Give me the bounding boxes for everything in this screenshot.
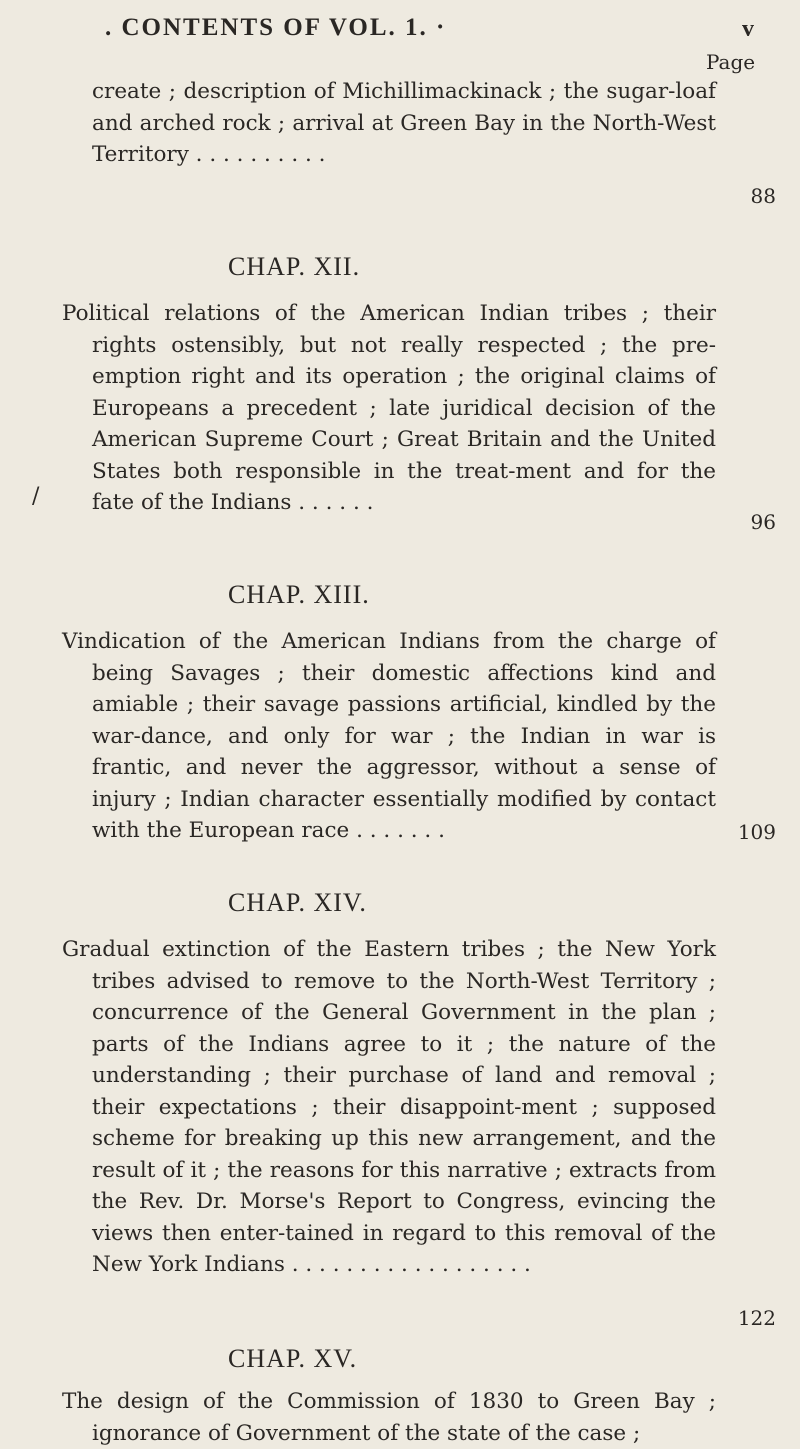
entry-description: Vindication of the American Indians from the charge of being Savages ; their domestic affections kind and amiable ; their savage passions artificial, kindled by the war-dance, and only for war ; the Indian in war is frantic, and never the aggressor, without a sense of injury ; Indian character essentially modified by contact with the European race . . . . . . . bbox=[62, 629, 716, 843]
toc-entry bbox=[62, 934, 716, 1281]
entry-page-number: 88 bbox=[750, 184, 776, 208]
entry-description: Gradual extinction of the Eastern tribes ; the New York tribes advised to remove to the North-West Territory ; concurrence of the General Government in the plan ; parts of the Indians agree to it ; the nature of the understanding ; their purchase of land and removal ; their expectations ; their disappoint-ment ; supposed scheme for breaking up this new arrangement, and the result of it ; the reasons for this narrative ; extracts from the Rev. Dr. Morse's Report to Congress, evincing the views then enter-tained in regard to this removal of the New York Indians . . . . . . . . . . . . . . . . . . bbox=[62, 937, 716, 1277]
entry-description: The design of the Commission of 1830 to Green Bay ; ignorance of Government of the state of the case ; bbox=[62, 1389, 716, 1446]
entry-page-number: 109 bbox=[737, 820, 776, 844]
folio-number: v bbox=[742, 16, 754, 42]
toc-entry bbox=[62, 626, 716, 847]
toc-entry bbox=[62, 76, 716, 171]
header-title: . CONTENTS OF VOL. 1. · bbox=[105, 14, 447, 41]
chapter-heading: CHAP. XIV. bbox=[228, 888, 367, 917]
entry-page-number: 122 bbox=[737, 1306, 776, 1330]
entry-description: Political relations of the American Indian tribes ; their rights ostensibly, but not really respected ; the pre-emption right and its operation ; the original claims of Europeans a precedent ; late juridical decision of the American Supreme Court ; Great Britain and the United States both responsible in the treat-ment and for the fate of the Indians . . . . . . bbox=[62, 301, 716, 515]
toc-entry bbox=[62, 298, 716, 519]
entry-page-number: 96 bbox=[750, 510, 776, 534]
running-header bbox=[0, 14, 800, 54]
chapter-heading: CHAP. XV. bbox=[228, 1344, 358, 1373]
toc-entry bbox=[62, 1386, 716, 1449]
margin-mark: / bbox=[32, 484, 40, 509]
entry-description: create ; description of Michillimackinack ; the sugar-loaf and arched rock ; arrival at Green Bay in the North-West Territory . . . . . . . . . . bbox=[92, 79, 716, 167]
page-column-label: Page bbox=[706, 50, 756, 74]
chapter-heading: CHAP. XIII. bbox=[228, 580, 370, 609]
chapter-heading: CHAP. XII. bbox=[228, 252, 361, 281]
